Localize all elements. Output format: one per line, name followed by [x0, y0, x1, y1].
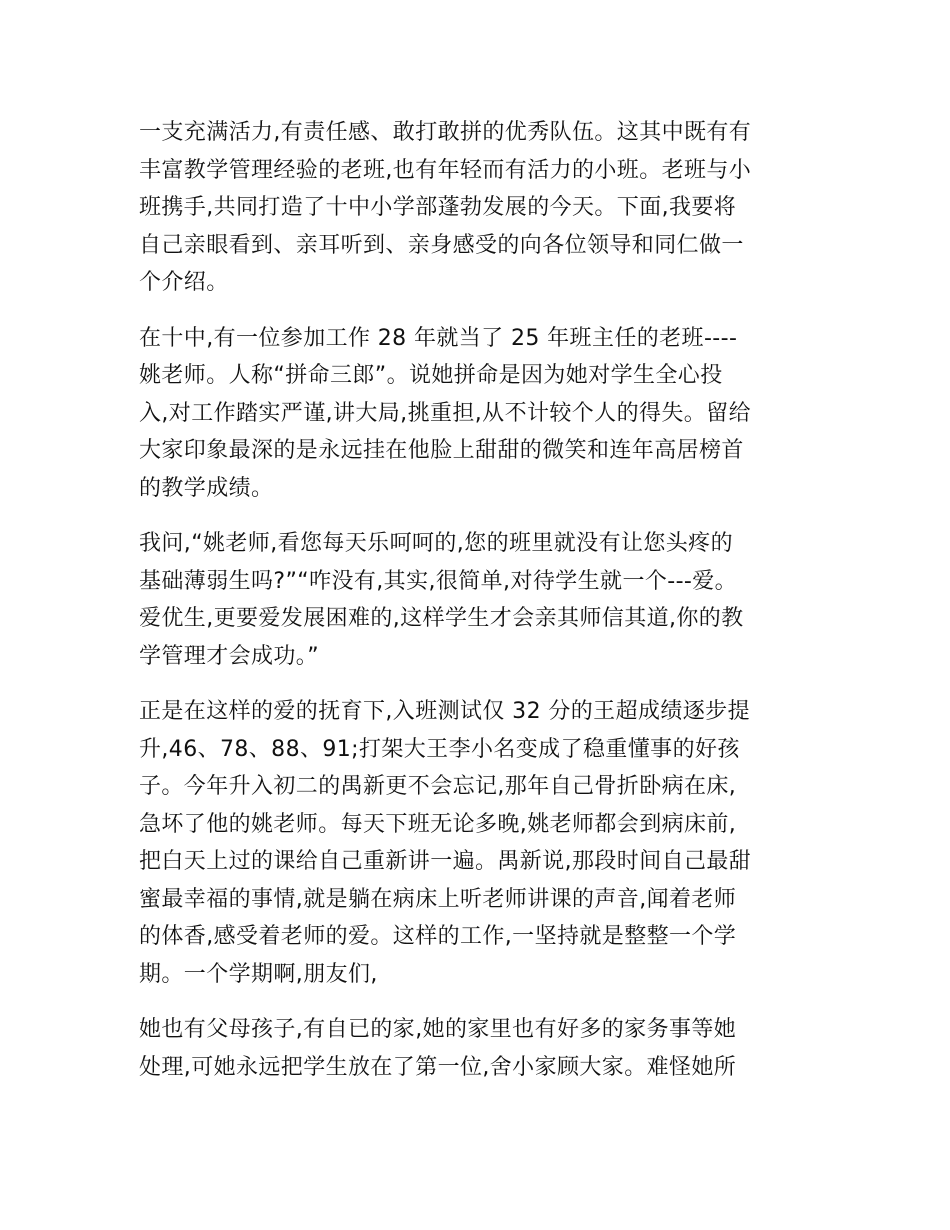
text-line: 子。今年升入初二的禺新更不会忘记,那年自己骨折卧病在床, [139, 774, 737, 799]
text-line: 学管理才会成功。” [139, 643, 319, 669]
paragraph-5 [139, 1011, 819, 1086]
text-line: 她也有父母孩子,有自已的家,她的家里也有好多的家务事等她 [139, 1017, 737, 1042]
text-line: 入,对工作踏实严谨,讲大局,挑重担,从不计较个人的得失。留给 [139, 400, 751, 426]
text-line: 的体香,感受着老师的爱。这样的工作,一坚持就是整整一个学 [139, 924, 737, 949]
text-line: 升,46、78、88、91;打架大王李小名变成了稳重懂事的好孩 [139, 736, 740, 762]
text-line: 的教学成绩。 [139, 475, 274, 501]
paragraph-2 [139, 320, 819, 508]
text-line: 丰富教学管理经验的老班,也有年轻而有活力的小班。老班与小 [139, 157, 752, 183]
text-line: 一支充满活力,有责任感、敢打敢拼的优秀队伍。这其中既有有 [139, 120, 752, 145]
paragraph-4 [139, 693, 819, 993]
text-line: 个介绍。 [139, 270, 229, 295]
paragraph-1 [139, 114, 819, 302]
document-body [139, 114, 819, 1104]
text-line: 在十中,有一位参加工作 28 年就当了 25 年班主任的老班---- [139, 325, 738, 351]
text-line: 自己亲眼看到、亲耳听到、亲身感受的向各位领导和同仁做一 [139, 232, 744, 258]
text-line: 正是在这样的爱的抚育下,入班测试仅 32 分的王超成绩逐步提 [139, 699, 750, 724]
text-line: 我问,“姚老师,看您每天乐呵呵的,您的班里就没有让您头疼的 [139, 531, 733, 556]
text-line: 急坏了他的姚老师。每天下班无论多晚,姚老师都会到病床前, [139, 811, 737, 837]
text-line: 爱优生,更要爱发展困难的,这样学生才会亲其师信其道,你的教 [139, 606, 744, 631]
text-line: 期。一个学期啊,朋友们, [139, 961, 378, 987]
text-line: 大家印象最深的是永远挂在他脸上甜甜的微笑和连年高居榜首 [139, 438, 744, 463]
text-line: 基础薄弱生吗?”“咋没有,其实,很简单,对待学生就一个---爱。 [139, 568, 738, 594]
text-line: 班携手,共同打造了十中小学部蓬勃发展的今天。下面,我要将 [139, 195, 737, 220]
text-line: 把白天上过的课给自己重新讲一遍。禺新说,那段时间自己最甜 [139, 849, 752, 874]
paragraph-3 [139, 525, 819, 675]
text-line: 蜜最幸福的事情,就是躺在病床上听老师讲课的声音,闻着老师 [139, 886, 737, 912]
text-line: 处理,可她永远把学生放在了第一位,舍小家顾大家。难怪她所 [139, 1054, 737, 1080]
text-line: 姚老师。人称“拼命三郎”。说她拼命是因为她对学生全心投 [139, 363, 723, 388]
